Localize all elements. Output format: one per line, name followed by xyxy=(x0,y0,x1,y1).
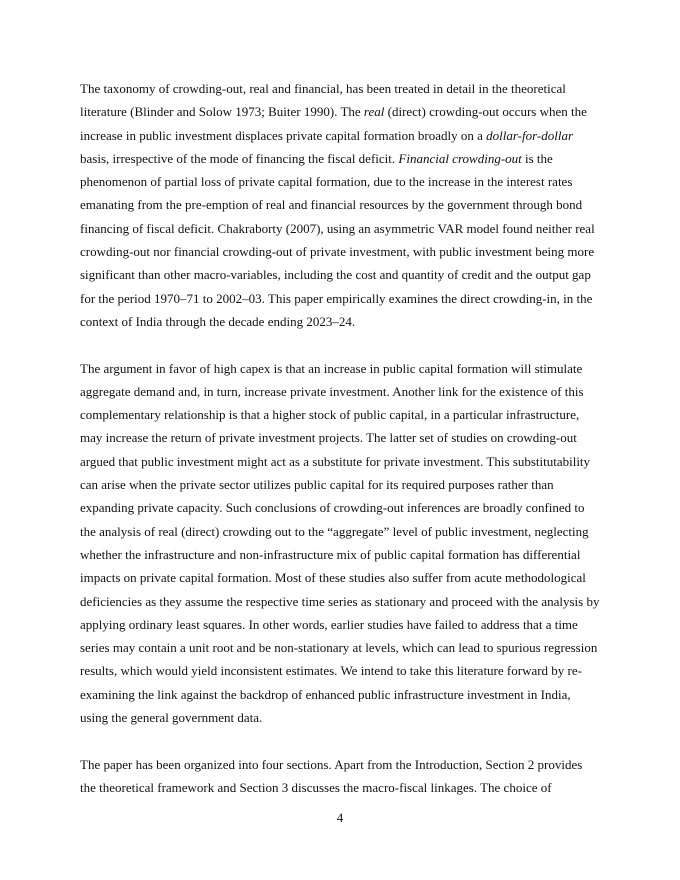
italic-term-financial-crowding-out: Financial crowding-out xyxy=(398,150,522,166)
paragraph-text: basis, irrespective of the mode of financing the fiscal deficit. xyxy=(80,150,399,166)
paragraph-text: The argument in favor of high capex is that an increase in public capital formation will stimulate aggregate demand and, in turn, increase private investment. Another link for the existence of this complementary relationship is that a higher stock of public capital, in a particular infrastructure, may increase the return of private investment projects. The latter set of studies on crowding-out argued that public investment might act as a substitute for private investment. This substitutability can arise when the private sector utilizes public capital for its required purposes rather than expanding private capacity. Such conclusions of crowding-out inferences are broadly confined to the analysis of real (direct) crowding out to the “aggregate” level of public investment, neglecting whether the infrastructure and non-infrastructure mix of public capital formation has differential impacts on private capital formation. Most of these studies also suffer from acute methodological deficiencies as they assume the respective time series as stationary and proceed with the analysis by applying ordinary least squares. In other words, earlier studies have failed to address that a time series may contain a unit root and be non-stationary at levels, which can lead to spurious regression results, which would yield inconsistent estimates. We intend to take this literature forward by re-examining the link against the backdrop of enhanced public infrastructure investment in India, using the general government data. xyxy=(80,360,600,726)
paragraph-high-capex-argument xyxy=(80,357,600,730)
page-body xyxy=(80,77,600,799)
paragraph-paper-organization xyxy=(80,753,600,800)
paragraph-text: The taxonomy of crowding-out, real and financial, has been treated in detail in the theoretical literature (Blinder and Solow 1973; Buiter 1990). The xyxy=(80,81,566,120)
paragraph-text: The paper has been organized into four sections. Apart from the Introduction, Section 2 provides the theoretical framework and Section 3 discusses the macro-fiscal linkages. The choice of xyxy=(80,756,583,795)
paragraph-text: is the phenomenon of partial loss of private capital formation, due to the increase in the interest rates emanating from the pre-emption of real and financial resources by the government through bond financing of fiscal deficit. Chakraborty (2007), using an asymmetric VAR model found neither real crowding-out nor financial crowding-out of private investment, with public investment being more significant than other macro-variables, including the cost and quantity of credit and the output gap for the period 1970–71 to 2002–03. This paper empirically examines the direct crowding-in, in the context of India through the decade ending 2023–24. xyxy=(80,150,595,329)
page-number: 4 xyxy=(336,810,344,825)
italic-term-real: real xyxy=(363,104,385,120)
italic-term-dollar-for-dollar: dollar-for-dollar xyxy=(486,127,573,143)
paragraph-text: (direct) crowding-out occurs when the increase in public investment displaces private capital formation broadly on a xyxy=(80,104,587,143)
paragraph-crowding-out-taxonomy xyxy=(80,77,600,333)
